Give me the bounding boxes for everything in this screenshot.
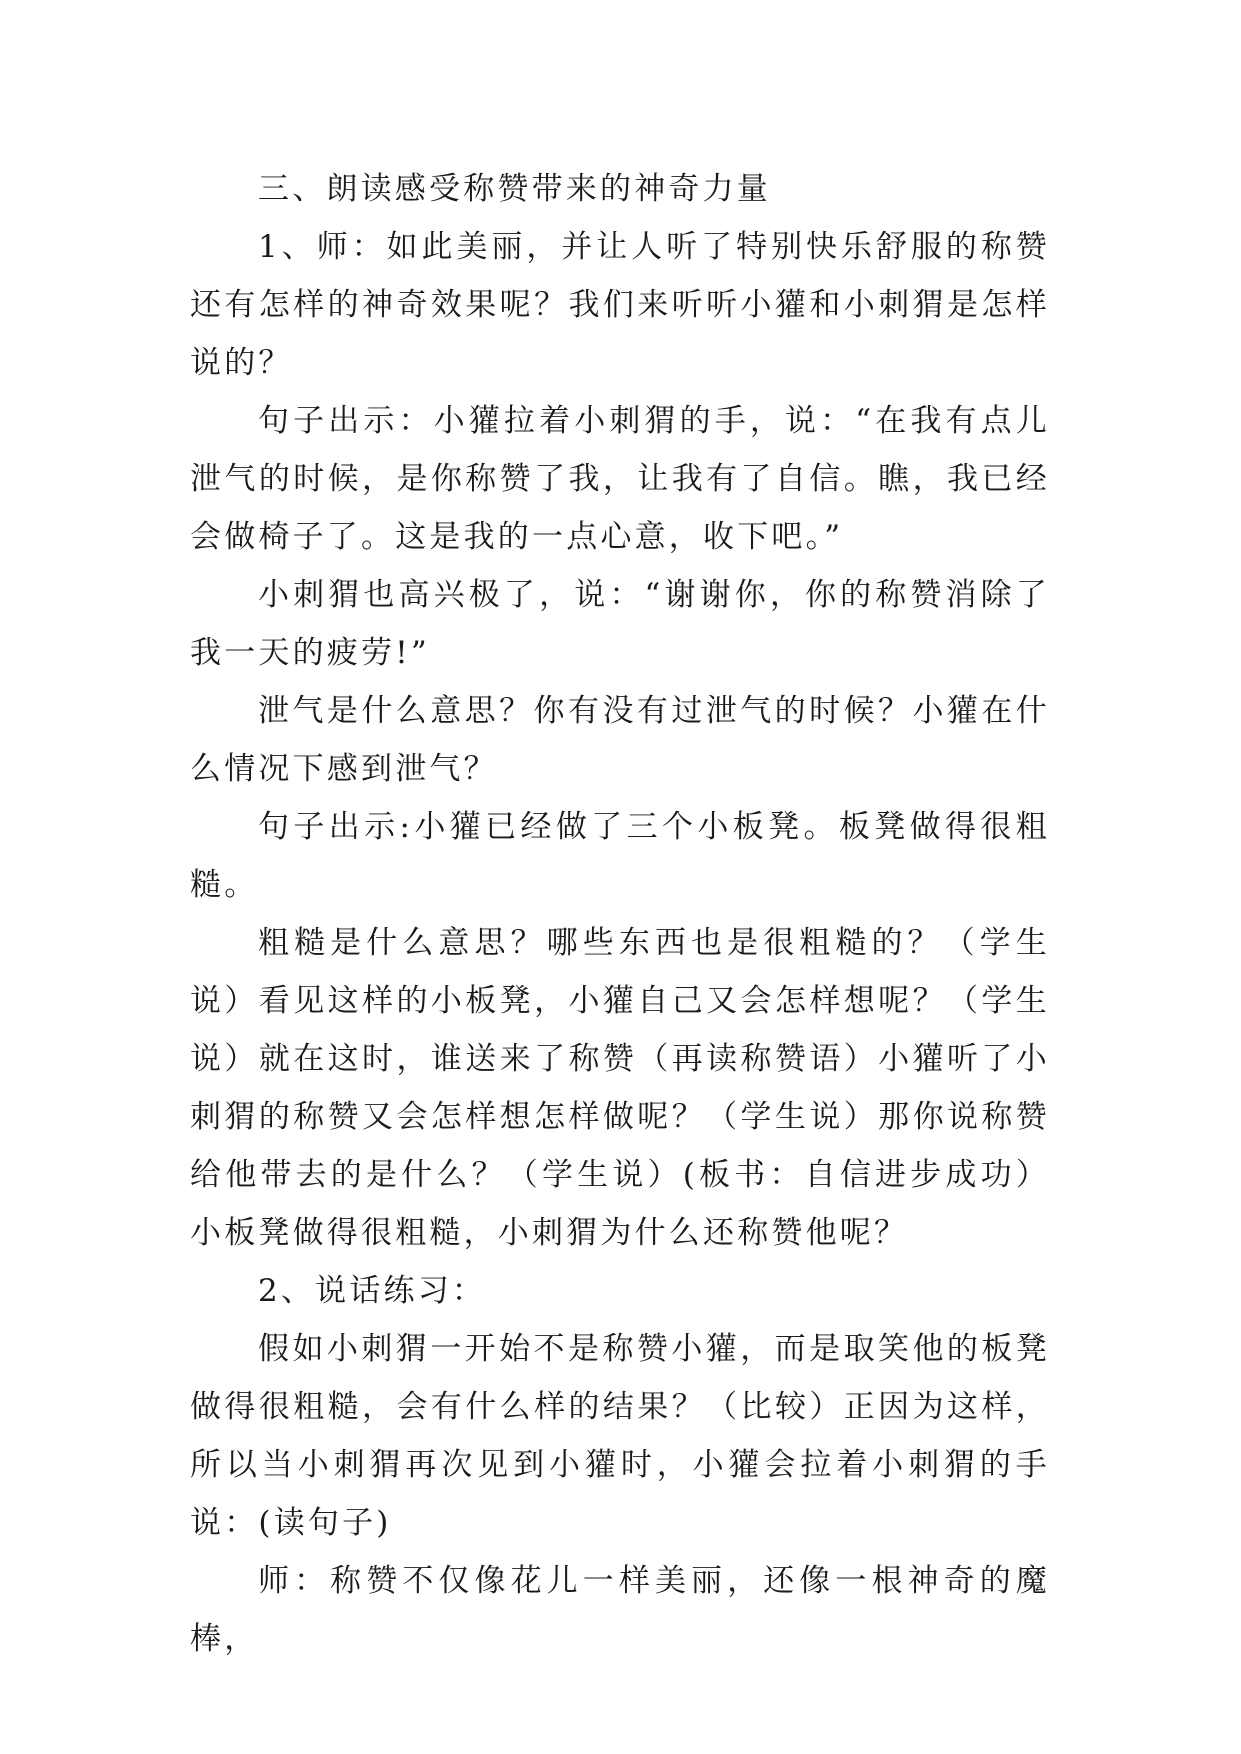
paragraph: 句子出示：小獾拉着小刺猬的手，说：“在我有点儿泄气的时候，是你称赞了我，让我有了自信。瞧，我已经会做椅子了。这是我的一点心意，收下吧。” (190, 403, 1050, 555)
paragraph: 粗糙是什么意思？哪些东西也是很粗糙的？（学生说）看见这样的小板凳，小獾自己又会怎样想呢？（学生说）就在这时，谁送来了称赞（再读称赞语）小獾听了小刺猬的称赞又会怎样想怎样做呢？（学生说）那你说称赞给他带去的是什么？（学生说）(板书：自信进步成功）小板凳做得很粗糙，小刺猬为什么还称赞他呢？ (190, 925, 1050, 1251)
paragraph: 句子出示:小獾已经做了三个小板凳。板凳做得很粗糙。 (190, 809, 1050, 903)
paragraph: 泄气是什么意思？你有没有过泄气的时候？小獾在什么情况下感到泄气？ (190, 693, 1050, 787)
section-heading: 三、朗读感受称赞带来的神奇力量 (258, 171, 771, 207)
document-body (190, 160, 1050, 1668)
paragraph: 假如小刺猬一开始不是称赞小獾，而是取笑他的板凳做得很粗糙，会有什么样的结果？（比较）正因为这样，所以当小刺猬再次见到小獾时，小獾会拉着小刺猬的手说：(读句子) (190, 1331, 1050, 1541)
paragraph: 师：称赞不仅像花儿一样美丽，还像一根神奇的魔棒， (190, 1563, 1050, 1657)
paragraph: 小刺猬也高兴极了，说：“谢谢你，你的称赞消除了我一天的疲劳!” (190, 577, 1050, 671)
subsection-heading: 2、说话练习： (258, 1273, 487, 1309)
paragraph: 1、师：如此美丽，并让人听了特别快乐舒服的称赞还有怎样的神奇效果呢？我们来听听小獾和小刺猬是怎样说的？ (190, 229, 1050, 381)
